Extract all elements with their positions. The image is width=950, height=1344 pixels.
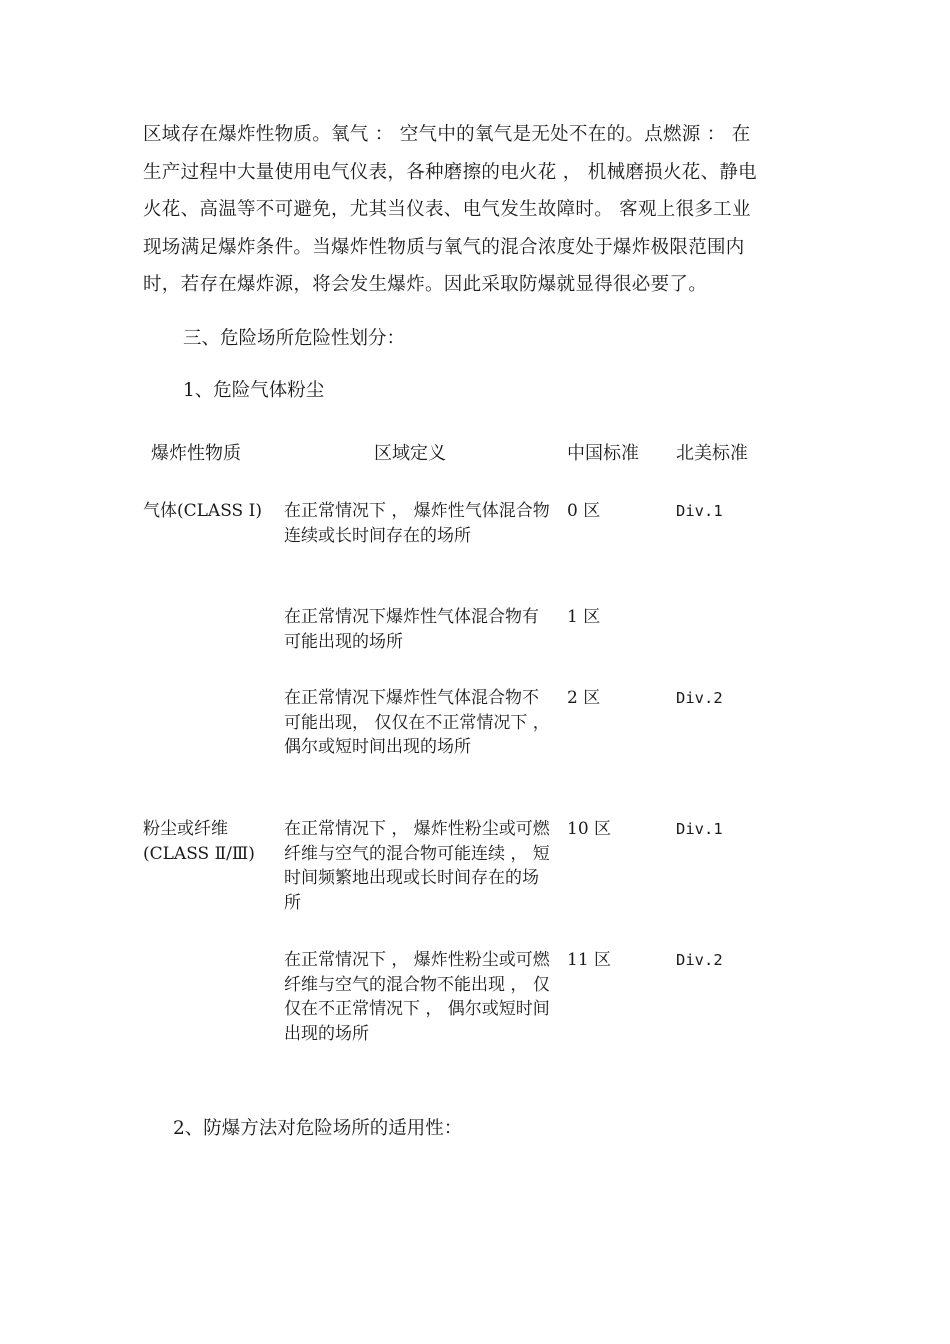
table-header-china-standard: 中国标准 <box>567 443 639 464</box>
table-cell-definition: 在正常情况下 ， 爆炸性粉尘或可燃纤维与空气的混合物不能出现 ， 仅仅在不正常情况下 ， 偶尔或短时间出现的场所 <box>284 950 550 1044</box>
table-cell-definition: 在正常情况下 ， 爆炸性粉尘或可燃纤维与空气的混合物可能连续 ， 短时间频繁地出现或长时间存在的场所 <box>284 819 550 913</box>
intro-line: 生产过程中大量使用电气仪表，各种磨擦的电火花 ， 机械磨损火花、静电 <box>143 161 757 183</box>
section-heading: 三、危险场所危险性划分： <box>183 328 406 349</box>
table-cell-china: 1 区 <box>567 607 601 627</box>
intro-paragraph <box>143 116 811 304</box>
table-cell-na: Div.1 <box>676 502 723 520</box>
table-cell-na: Div.2 <box>676 689 723 707</box>
table-cell-definition: 在正常情况下 ， 爆炸性气体混合物连续或长时间存在的场所 <box>284 501 550 546</box>
table-cell-na: Div.1 <box>676 820 723 838</box>
subheading-hazardous-gas-dust: 1、危险气体粉尘 <box>183 380 325 401</box>
table-cell-substance: 粉尘或纤维(CLASS Ⅱ/Ⅲ) <box>143 819 255 864</box>
table-cell-na: Div.2 <box>676 951 723 969</box>
table-header-substance: 爆炸性物质 <box>151 443 241 464</box>
intro-line: 现场满足爆炸条件。当爆炸性物质与氧气的混合浓度处于爆炸极限范围内 <box>143 236 745 258</box>
table-cell-china: 0 区 <box>567 501 601 521</box>
table-cell-definition: 在正常情况下爆炸性气体混合物不可能出现， 仅仅在不正常情况下 ， 偶尔或短时间出现的场所 <box>284 688 550 757</box>
table-cell-china: 2 区 <box>567 688 601 708</box>
table-cell-china: 10 区 <box>567 819 612 839</box>
subheading-explosion-protection-applicability: 2、防爆方法对危险场所的适用性： <box>173 1118 463 1139</box>
intro-line: 火花、高温等不可避免，尤其当仪表、电气发生故障时。 客观上很多工业 <box>143 199 751 220</box>
table-header-zone-definition: 区域定义 <box>374 443 446 464</box>
table-cell-definition: 在正常情况下爆炸性气体混合物有可能出现的场所 <box>284 607 539 652</box>
intro-line: 时，若存在爆炸源，将会发生爆炸。因此采取防爆就显得很必要了。 <box>143 274 708 295</box>
intro-line: 区域存在爆炸性物质。氧气 ： 空气中的氧气是无处不在的。点燃源 ： 在 <box>143 124 751 145</box>
table-header-na-standard: 北美标准 <box>676 443 748 464</box>
table-cell-china: 11 区 <box>567 950 612 970</box>
table-cell-substance: 气体(CLASS Ⅰ) <box>143 501 262 521</box>
